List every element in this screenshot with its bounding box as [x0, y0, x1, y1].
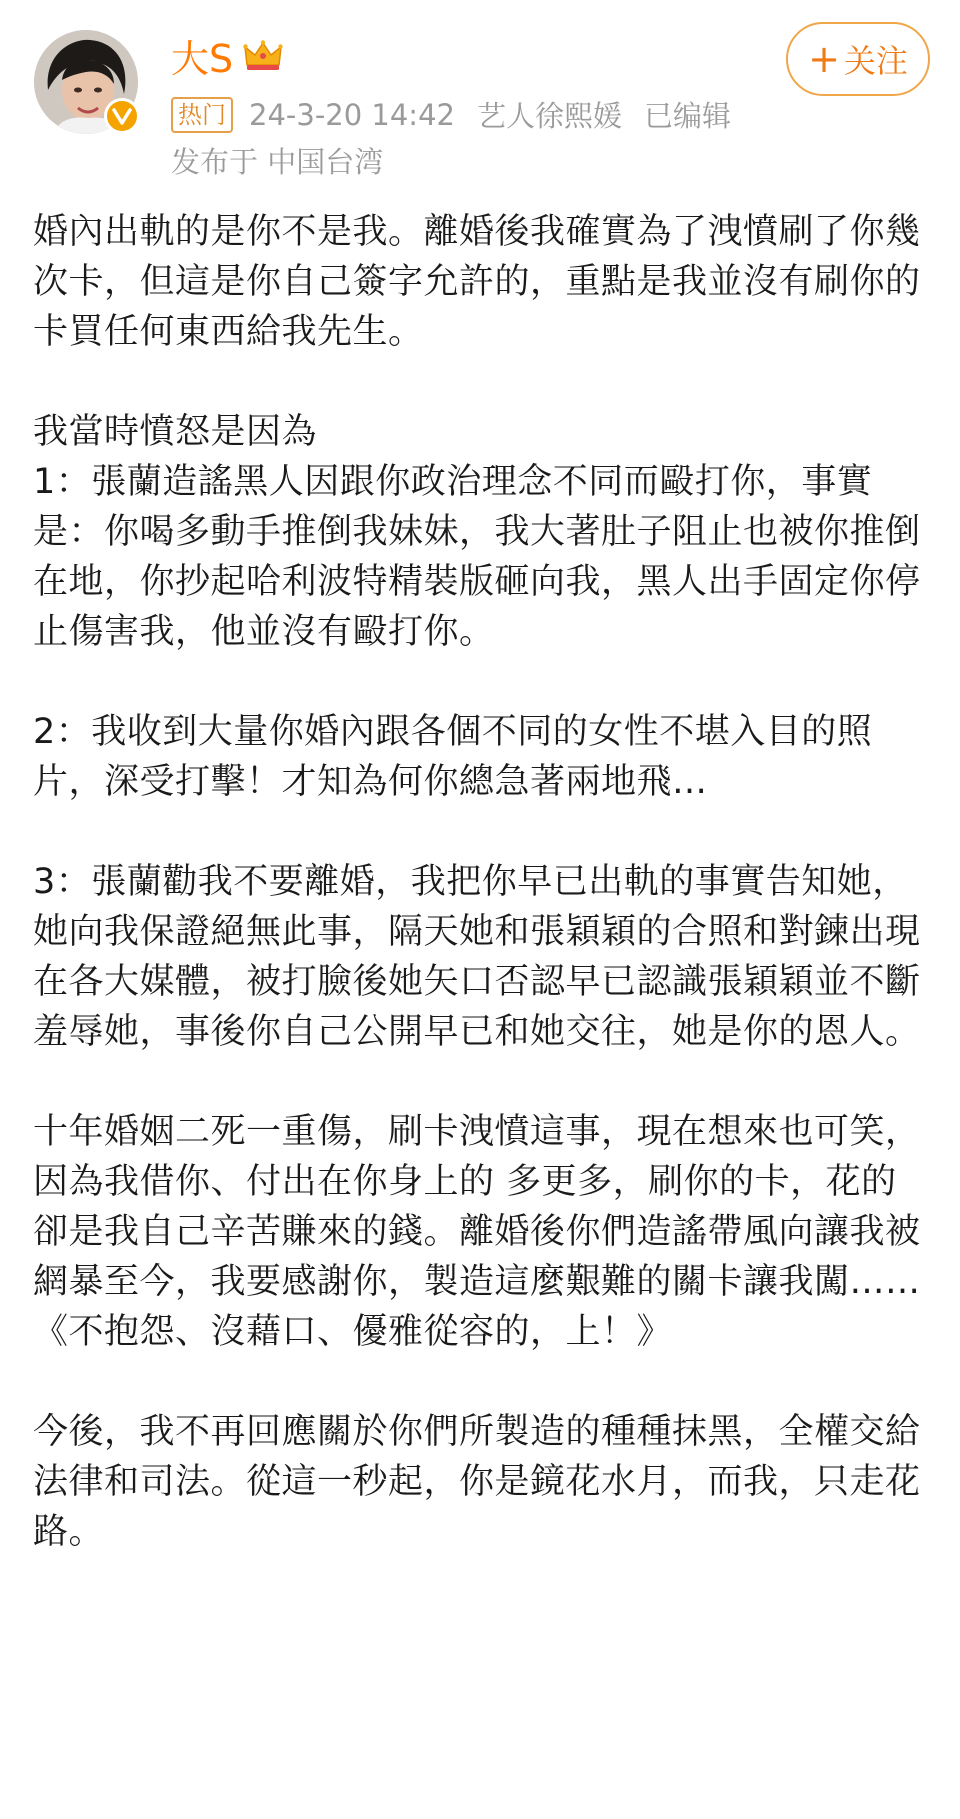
post-timestamp: 24-3-20 14:42: [249, 97, 455, 132]
post-body: [33, 207, 928, 1557]
edited-label[interactable]: 已编辑: [644, 99, 732, 133]
crown-icon: [243, 39, 283, 73]
post-paragraph: 3：張蘭勸我不要離婚，我把你早已出軌的事實告知她，她向我保證絕無此事，隔天她和張穎穎的合照和對鍊出現在各大媒體，被打臉後她矢口否認早已認識張穎穎並不斷羞辱她，事後你自己公開早已和她交往，她是你的恩人。: [33, 862, 921, 1052]
username[interactable]: 大S: [171, 37, 234, 81]
post-paragraph: 十年婚姻二死一重傷，刷卡洩憤這事，現在想來也可笑，因為我借你、付出在你身上的 多更多，刷你的卡，花的卻是我自己辛苦賺來的錢。離婚後你們造謠帶風向讓我被網暴至今，我要感謝你，製造這麼艱難的關卡讓我闖……《不抱怨、沒藉口、優雅從容的，上！》: [33, 1112, 921, 1352]
post-header: [0, 0, 960, 179]
post-location: 发布于 中国台湾: [171, 145, 384, 179]
post-paragraph: 2：我收到大量你婚內跟各個不同的女性不堪入目的照片，深受打擊！才知為何你總急著兩地飛…: [33, 712, 873, 802]
hot-tag: 热门: [171, 97, 233, 133]
post-paragraph: 今後，我不再回應關於你們所製造的種種抹黑，全權交給法律和司法。從這一秒起，你是鏡花水月，而我，只走花路。: [33, 1412, 921, 1552]
follow-label: 关注: [843, 42, 908, 80]
post-paragraph: 我當時憤怒是因為 1：張蘭造謠黑人因跟你政治理念不同而毆打你，事實是：你喝多動手推倒我妹妹，我大著肚子阻止也被你推倒在地，你抄起哈利波特精裝版砸向我，黑人出手固定你停止傷害我，他並沒有毆打你。: [33, 412, 921, 652]
post-meta: [171, 94, 731, 135]
post-paragraph: 婚內出軌的是你不是我。離婚後我確實為了洩憤刷了你幾次卡，但這是你自己簽字允許的，重點是我並沒有刷你的卡買任何東西給我先生。: [33, 212, 921, 352]
follow-button[interactable]: [786, 22, 930, 96]
plus-icon: +: [808, 37, 840, 81]
post-source: 艺人徐熙媛: [476, 99, 622, 133]
username-row: [171, 28, 283, 83]
verified-v-icon: [104, 98, 140, 134]
